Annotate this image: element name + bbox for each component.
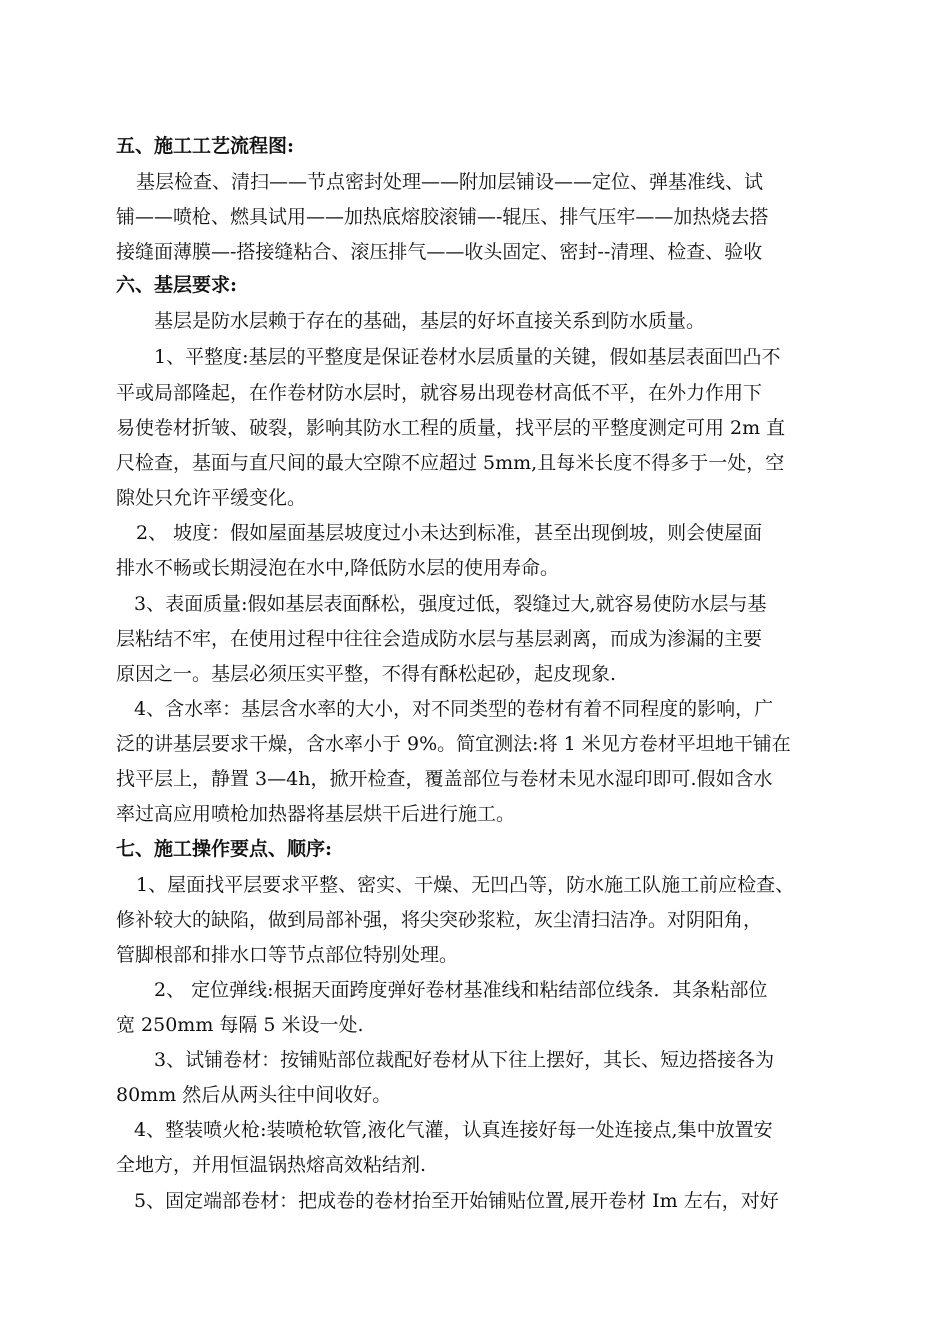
paragraph-line: 易使卷材折皱、破裂，影响其防水工程的质量，找平层的平整度测定可用 2m 直 <box>116 417 786 439</box>
paragraph-line: 3、表面质量:假如基层表面酥松，强度过低，裂缝过大,就容易使防水层与基 <box>134 593 767 615</box>
paragraph-line: 平或局部隆起，在作卷材防水层时，就容易出现卷材高低不平，在外力作用下 <box>116 382 763 404</box>
paragraph-line: 排水不畅或长期浸泡在水中,降低防水层的使用寿命。 <box>116 557 560 579</box>
paragraph-line: 1、平整度:基层的平整度是保证卷材水层质量的关键，假如基层表面凹凸不 <box>154 346 781 368</box>
paragraph-line: 全地方，并用恒温锅热熔高效粘结剂. <box>116 1154 427 1176</box>
paragraph-line: 接缝面薄膜—-搭接缝粘合、滚压排气——收头固定、密封--清理、检查、验收 <box>116 241 763 263</box>
paragraph-line: 率过高应用喷枪加热器将基层烘干后进行施工。 <box>116 803 516 825</box>
paragraph-line: 4、整装喷火枪:装喷枪软管,液化气灌，认真连接好每一处连接点,集中放置安 <box>134 1119 773 1141</box>
paragraph-line: 泛的讲基层要求干燥，含水率小于 9%。简宜测法:将 1 米见方卷材平坦地干铺在 <box>116 733 791 755</box>
section-heading-5: 五、施工工艺流程图: <box>116 135 295 157</box>
section-heading-6: 六、基层要求: <box>116 274 238 296</box>
paragraph-line: 原因之一。基层必须压实平整，不得有酥松起砂，起皮现象. <box>116 663 617 685</box>
paragraph-line: 层粘结不牢，在使用过程中往往会造成防水层与基层剥离，而成为渗漏的主要 <box>116 628 763 650</box>
paragraph-line: 1、屋面找平层要求平整、密实、干燥、无凹凸等，防水施工队施工前应检查、 <box>136 874 795 896</box>
paragraph-line: 2、 定位弹线:根据天面跨度弹好卷材基准线和粘结部位线条．其条粘部位 <box>154 979 768 1001</box>
paragraph-line: 2、 坡度：假如屋面基层坡度过小未达到标准，甚至出现倒坡，则会使屋面 <box>136 522 763 544</box>
paragraph-line: 尺检查，基面与直尺间的最大空隙不应超过 5mm,且每米长度不得多于一处，空 <box>116 452 785 474</box>
paragraph-line: 基层检查、清扫——节点密封处理——附加层铺设——定位、弹基准线、试 <box>136 171 764 193</box>
paragraph-line: 5、固定端部卷材：把成卷的卷材抬至开始铺贴位置,展开卷材 Im 左右，对好 <box>134 1190 779 1212</box>
paragraph-line: 3、试铺卷材：按铺贴部位裁配好卷材从下往上摆好，其长、短边搭接各为 <box>154 1049 775 1071</box>
paragraph-line: 修补较大的缺陷，做到局部补强，将尖突砂浆粒，灰尘清扫洁净。对阴阳角， <box>116 909 763 931</box>
paragraph-line: 管脚根部和排水口等节点部位特别处理。 <box>116 944 459 966</box>
paragraph-line: 找平层上，静置 3—4h，掀开检查，覆盖部位与卷材未见水湿印即可.假如含水 <box>116 768 773 790</box>
paragraph-line: 基层是防水层赖于存在的基础，基层的好坏直接关系到防水质量。 <box>154 310 706 332</box>
paragraph-line: 80mm 然后从两头往中间收好。 <box>116 1084 392 1106</box>
section-heading-7: 七、施工操作要点、顺序: <box>116 838 333 860</box>
paragraph-line: 铺——喷枪、燃具试用——加热底熔胶滚铺—-辊压、排气压牢——加热烧去搭 <box>116 206 769 228</box>
paragraph-line: 4、含水率：基层含水率的大小，对不同类型的卷材有着不同程度的影响，广 <box>134 698 774 720</box>
paragraph-line: 宽 250mm 每隔 5 米设一处. <box>116 1014 364 1036</box>
paragraph-line: 隙处只允许平缓变化。 <box>116 487 307 509</box>
